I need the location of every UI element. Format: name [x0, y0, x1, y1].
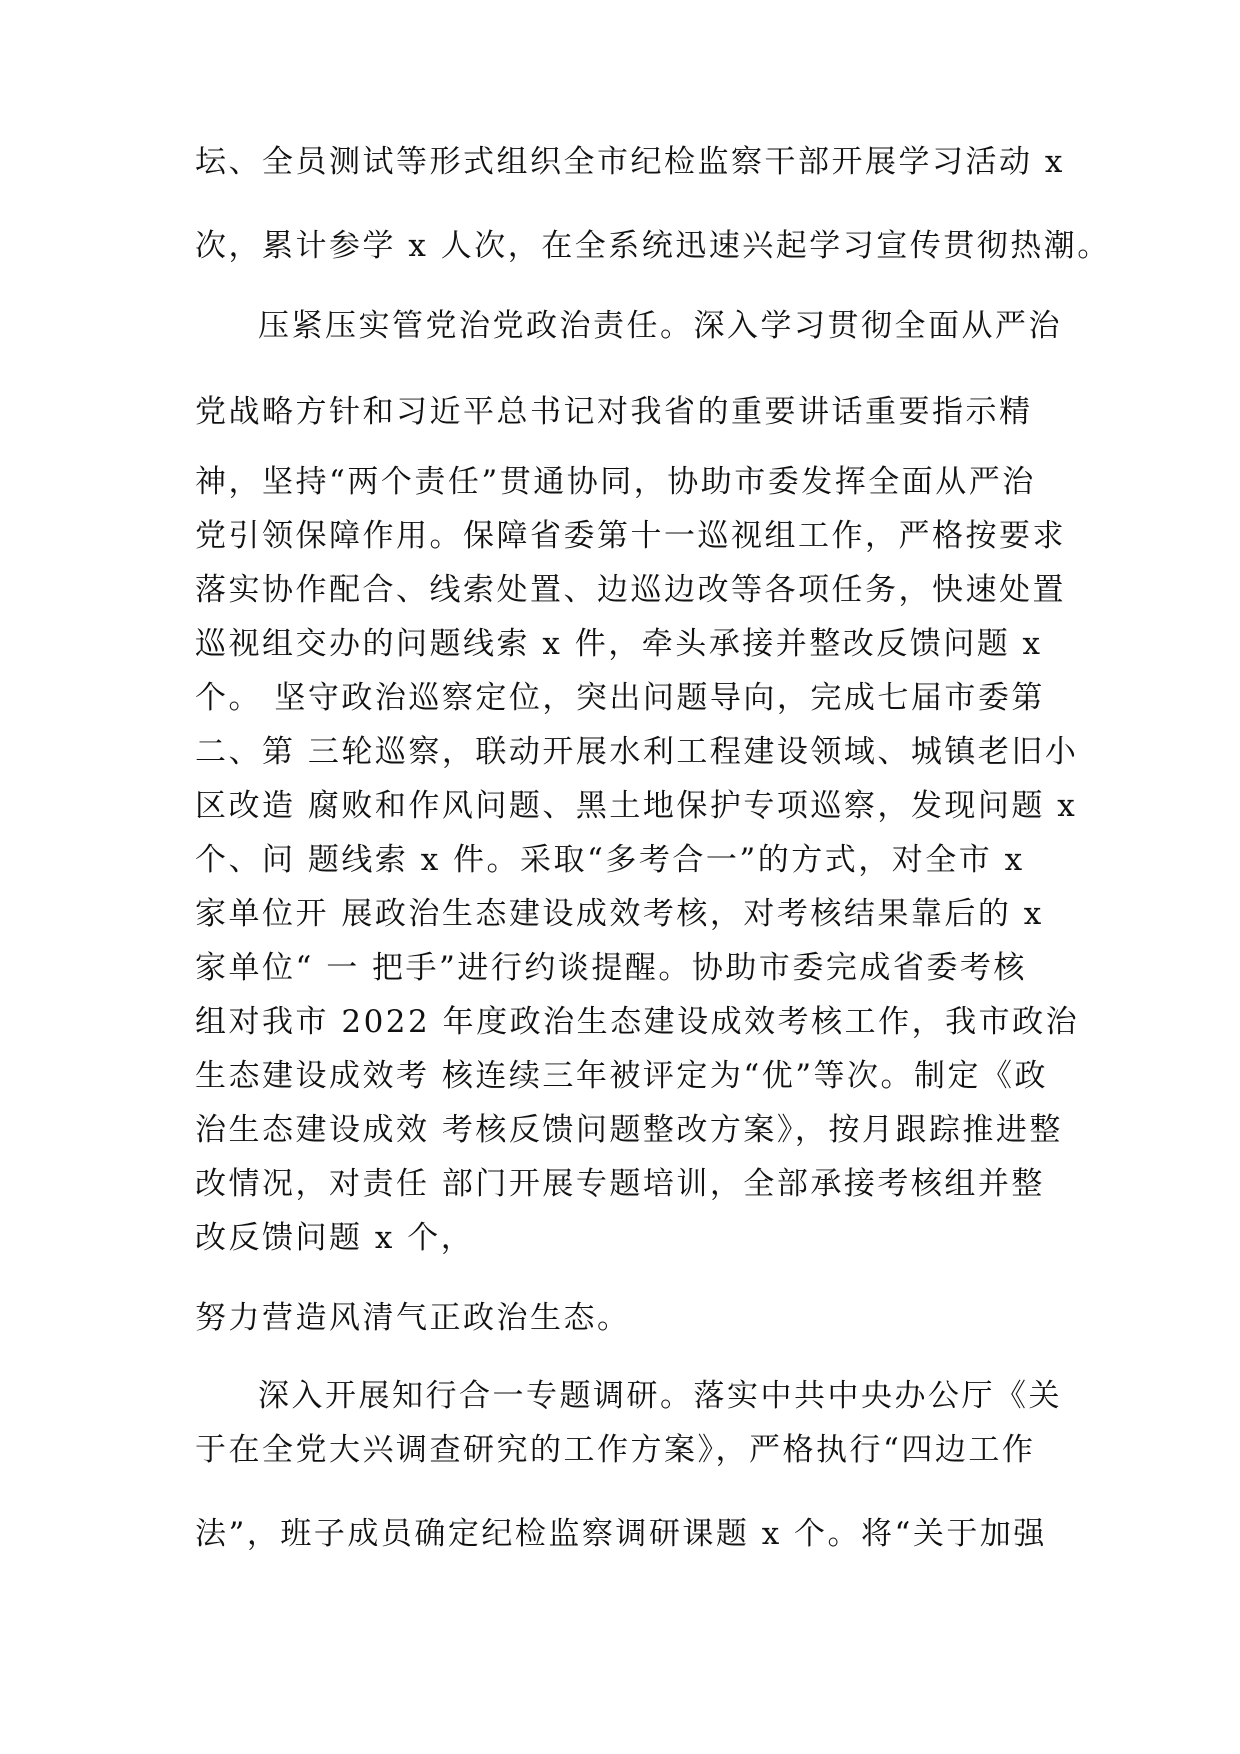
text-line-10: 二、第 三轮巡察，联动开展水利工程建设领域、城镇老旧小: [195, 734, 1079, 770]
text-line-12: 个、问 题线索 x 件。采取“多考合一”的方式，对全市 x: [195, 842, 1025, 878]
text-line-2: 次，累计参学 x 人次，在全系统迅速兴起学习宣传贯彻热潮。: [195, 228, 1111, 264]
text-line-20: 努力营造风清气正政治生态。: [195, 1300, 631, 1336]
text-line-18: 改情况，对责任 部门开展专题培训，全部承接考核组并整: [195, 1166, 1045, 1202]
text-line-1: 坛、全员测试等形式组织全市纪检监察干部开展学习活动 x: [195, 144, 1065, 180]
text-line-9: 个。 坚守政治巡察定位，突出问题导向，完成七届市委第: [195, 680, 1045, 716]
text-line-6: 党引领保障作用。保障省委第十一巡视组工作，严格按要求: [195, 518, 1066, 554]
text-line-8: 巡视组交办的问题线索 x 件，牵头承接并整改反馈问题 x: [195, 626, 1043, 662]
text-line-15: 组对我市 2022 年度政治生态建设成效考核工作，我市政治: [195, 1004, 1080, 1040]
text-line-23: 法”，班子成员确定纪检监察调研课题 x 个。将“关于加强: [195, 1516, 1047, 1552]
text-line-7: 落实协作配合、线索处置、边巡边改等各项任务，快速处置: [195, 572, 1066, 608]
text-line-11: 区改造 腐败和作风问题、黑土地保护专项巡察，发现问题 x: [195, 788, 1078, 824]
text-line-22: 于在全党大兴调查研究的工作方案》，严格执行“四边工作: [195, 1432, 1036, 1468]
text-line-14: 家单位“ 一 把手”进行约谈提醒。协助市委完成省委考核: [195, 950, 1027, 986]
text-line-17: 治生态建设成效 考核反馈问题整改方案》，按月跟踪推进整: [195, 1112, 1063, 1148]
text-line-3: 压紧压实管党治党政治责任。深入学习贯彻全面从严治: [258, 308, 1062, 344]
text-line-16: 生态建设成效考 核连续三年被评定为“优”等次。制定《政: [195, 1058, 1049, 1094]
text-line-4: 党战略方针和习近平总书记对我省的重要讲话重要指示精: [195, 394, 1033, 430]
text-line-13: 家单位开 展政治生态建设成效考核，对考核结果靠后的 x: [195, 896, 1044, 932]
text-line-21: 深入开展知行合一专题调研。落实中共中央办公厅《关: [258, 1378, 1062, 1414]
text-line-5: 神，坚持“两个责任”贯通协同，协助市委发挥全面从严治: [195, 464, 1036, 500]
text-line-19: 改反馈问题 x 个，: [195, 1220, 475, 1256]
